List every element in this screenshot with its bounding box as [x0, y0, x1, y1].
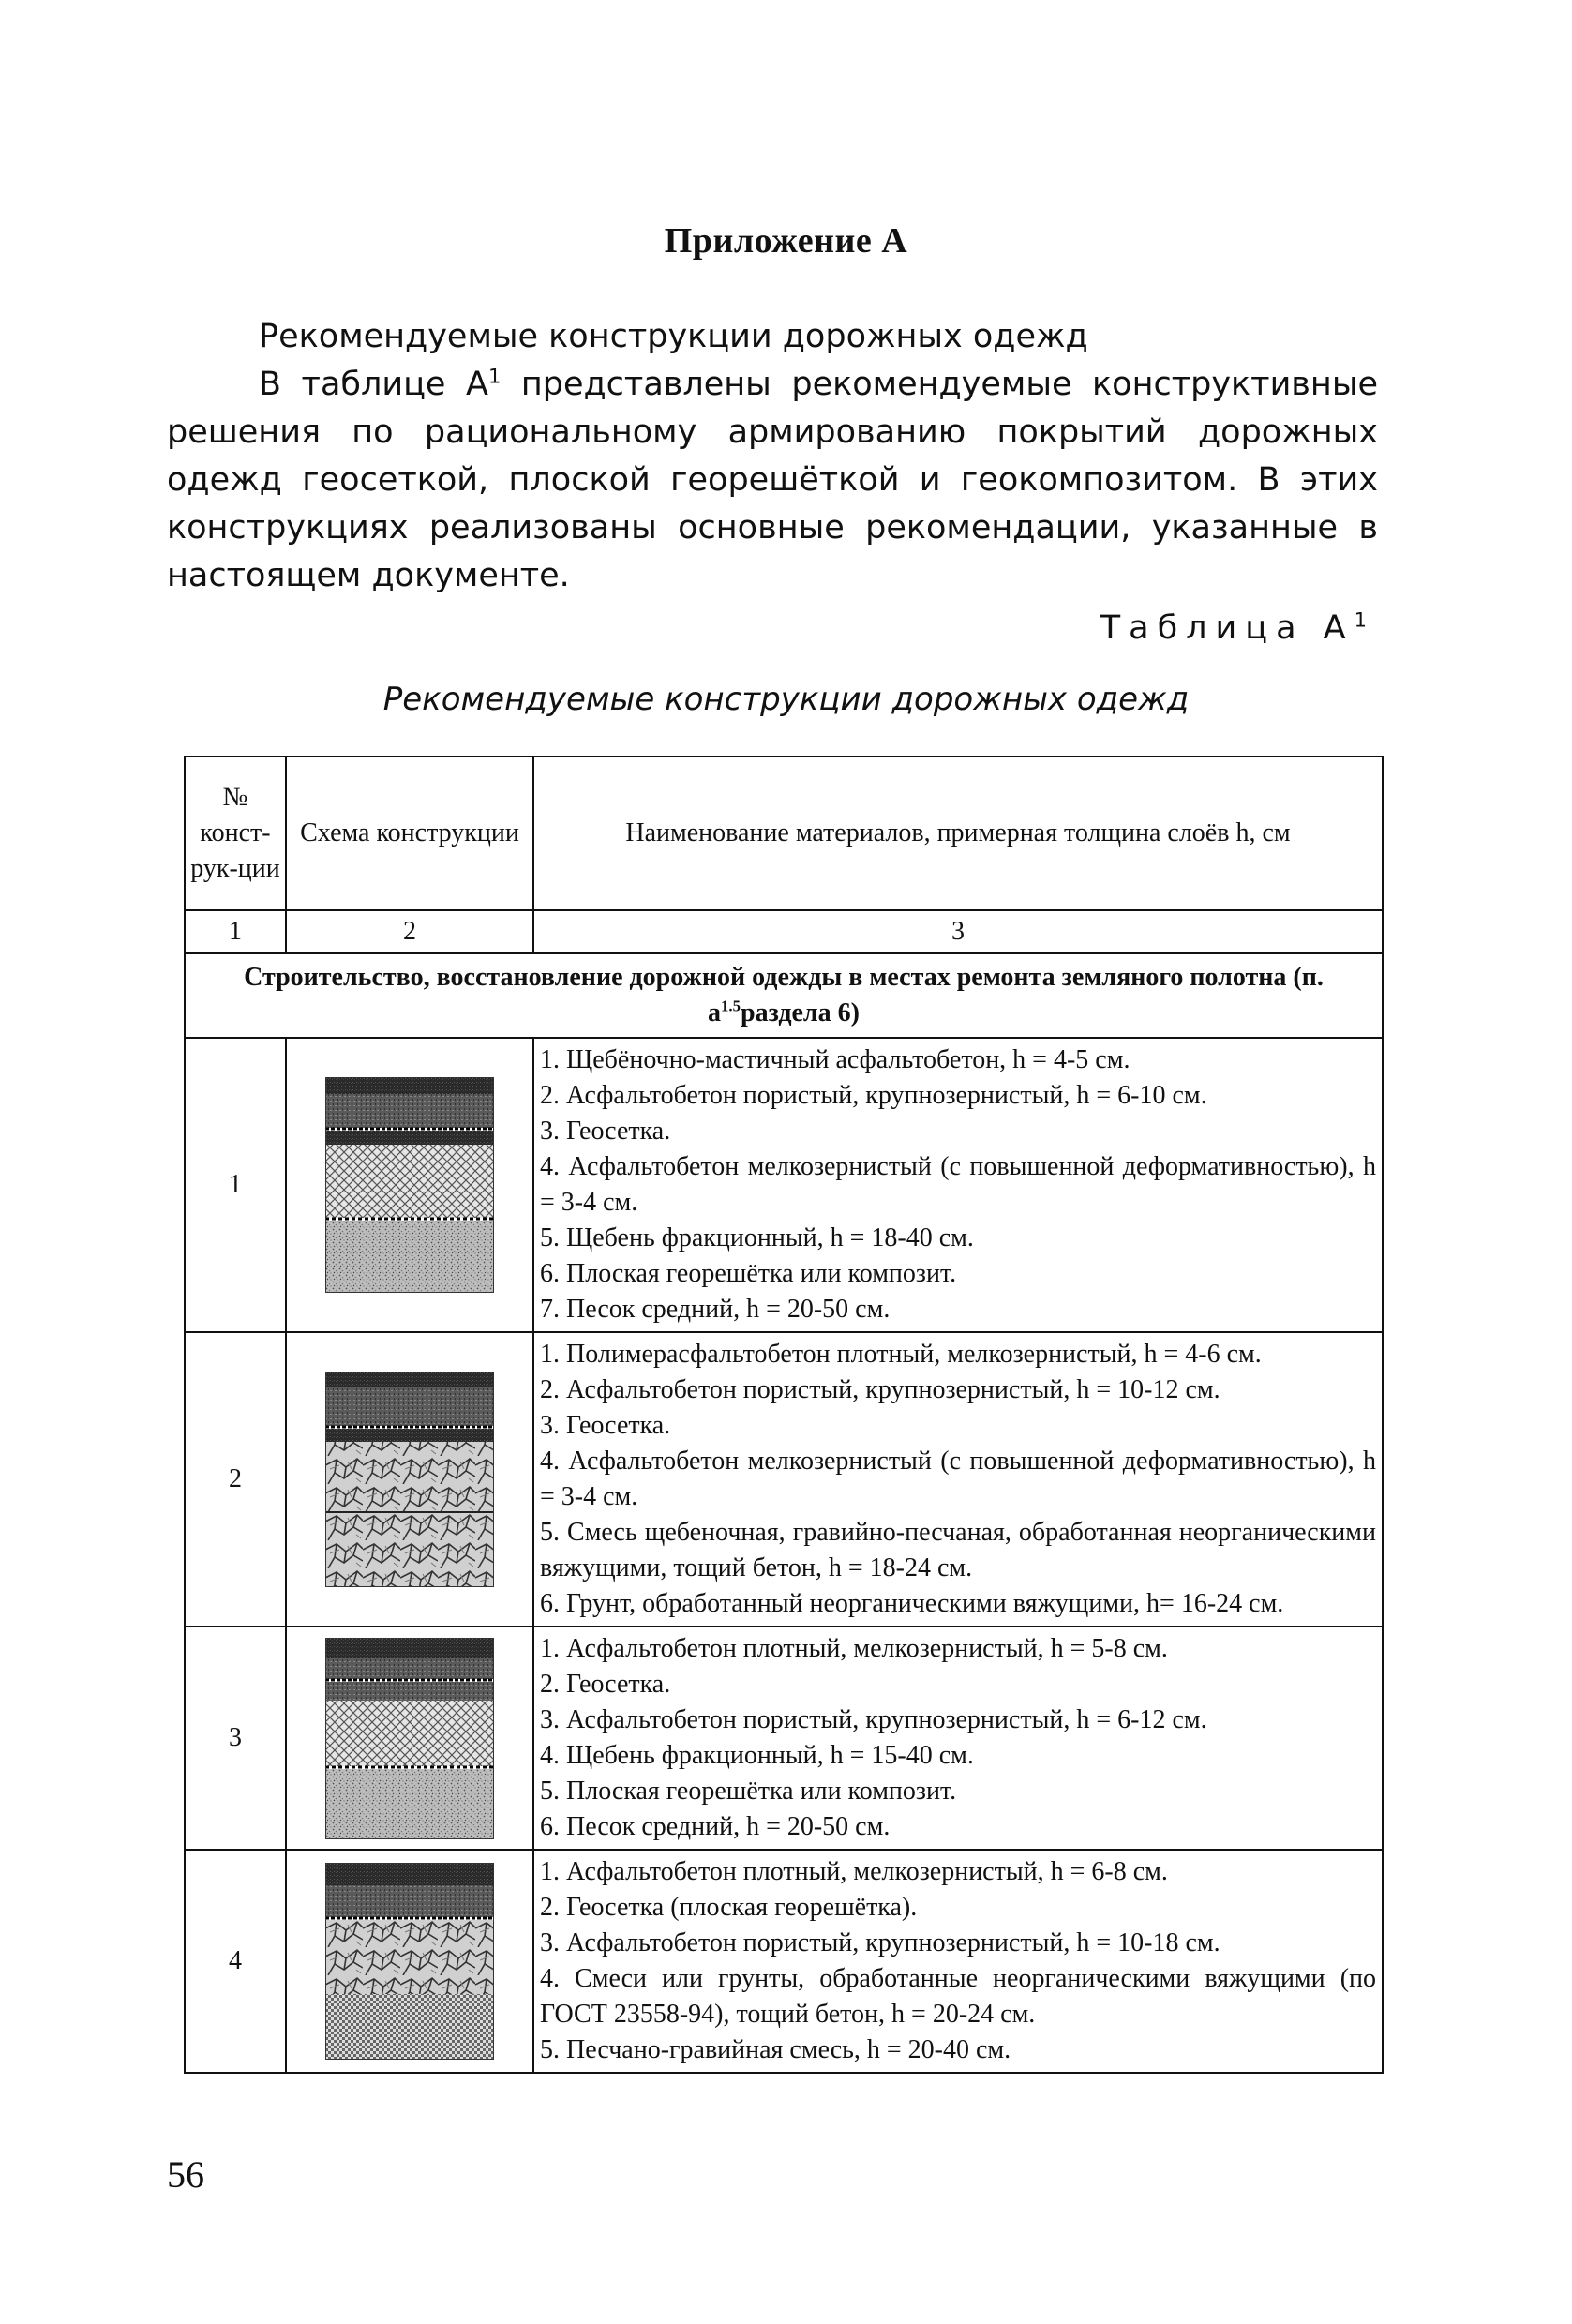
- layer-scheme-2: [325, 1372, 494, 1587]
- construction-layers: [533, 1850, 1383, 2073]
- column-number: 3: [533, 910, 1383, 953]
- header-scheme: Схема конструкции: [286, 757, 533, 910]
- section-heading: Рекомендуемые конструкции дорожных одежд: [259, 318, 1088, 355]
- list-item: 1. Асфальтобетон плотный, мелкозернистый, h = 5-8 см.: [540, 1634, 1168, 1663]
- list-item: 5. Плоская георешётка или композит.: [540, 1777, 957, 1806]
- list-item: 4. Асфальтобетон мелкозернистый (с повышенной деформативностью), h = 3-4 см.: [540, 1152, 1376, 1217]
- list-item: 1. Асфальтобетон плотный, мелкозернистый, h = 6-8 см.: [540, 1857, 1168, 1886]
- construction-layers: [533, 1627, 1383, 1850]
- list-item: 5. Песчано-гравийная смесь, h = 20-40 см.: [540, 2035, 1011, 2064]
- table-row: [185, 1038, 1383, 1332]
- section-header-row: [185, 953, 1383, 1038]
- column-number-row: [185, 910, 1383, 953]
- list-item: 7. Песок средний, h = 20-50 см.: [540, 1295, 891, 1324]
- layer-scheme-3: [325, 1638, 494, 1839]
- list-item: 2. Асфальтобетон пористый, крупнозернистый, h = 6-10 см.: [540, 1081, 1207, 1110]
- table-label: Таблица $А^1$: [1100, 608, 1375, 647]
- list-item: 3. Асфальтобетон пористый, крупнозернистый, h = 10-18 см.: [540, 1928, 1220, 1957]
- list-item: 2. Геосетка.: [540, 1670, 671, 1699]
- page-number: 56: [167, 2153, 204, 2196]
- header-materials: Наименование материалов, примерная толщина слоёв h, см: [533, 757, 1383, 910]
- list-item: 4. Смеси или грунты, обработанные неорганическими вяжущими (по ГОСТ 23558-94), тощий бетон, h = 20-24 см.: [540, 1964, 1376, 2029]
- list-item: 4. Асфальтобетон мелкозернистый (с повышенной деформативностью), h = 3-4 см.: [540, 1447, 1376, 1511]
- table-row: [185, 1627, 1383, 1850]
- list-item: 5. Смесь щебеночная, гравийно-песчаная, обработанная неорганическими вяжущими, тощий бетон, h = 18-24 см.: [540, 1518, 1376, 1582]
- construction-scheme: [286, 1038, 533, 1332]
- construction-number: 4: [185, 1850, 286, 2073]
- layer-scheme-4: [325, 1863, 494, 2060]
- page-title: Приложение А: [664, 221, 908, 261]
- section-header: Строительство, восстановление дорожной одежды в местах ремонта земляного полотна (п. $а^{1.5}раздела$ 6): [185, 953, 1383, 1038]
- table-caption: Рекомендуемые конструкции дорожных одежд: [382, 681, 1190, 718]
- construction-scheme: [286, 1850, 533, 2073]
- list-item: 3. Геосетка.: [540, 1411, 671, 1440]
- list-item: 3. Геосетка.: [540, 1117, 671, 1146]
- list-item: 6. Грунт, обработанный неорганическими вяжущими, h= 16-24 см.: [540, 1589, 1284, 1618]
- constructions-table: [184, 756, 1384, 2074]
- list-item: 5. Щебень фракционный, h = 18-40 см.: [540, 1223, 974, 1252]
- list-item: 2. Асфальтобетон пористый, крупнозернистый, h = 10-12 см.: [540, 1375, 1220, 1404]
- construction-number: 2: [185, 1332, 286, 1627]
- construction-layers: [533, 1332, 1383, 1627]
- table-header-row: [185, 757, 1383, 910]
- table-row: [185, 1332, 1383, 1627]
- list-item: 6. Песок средний, h = 20-50 см.: [540, 1812, 891, 1841]
- construction-number: 1: [185, 1038, 286, 1332]
- column-number: 1: [185, 910, 286, 953]
- column-number: 2: [286, 910, 533, 953]
- construction-scheme: [286, 1627, 533, 1850]
- construction-layers: [533, 1038, 1383, 1332]
- table-row: [185, 1850, 1383, 2073]
- construction-number: 3: [185, 1627, 286, 1850]
- list-item: 3. Асфальтобетон пористый, крупнозернистый, h = 6-12 см.: [540, 1705, 1207, 1734]
- list-item: 1. Щебёночно-мастичный асфальтобетон, h = 4-5 см.: [540, 1045, 1130, 1074]
- list-item: 1. Полимерасфальтобетон плотный, мелкозернистый, h = 4-6 см.: [540, 1340, 1262, 1369]
- layer-scheme-1: [325, 1077, 494, 1293]
- list-item: 2. Геосетка (плоская георешётка).: [540, 1893, 918, 1922]
- list-item: 4. Щебень фракционный, h = 15-40 см.: [540, 1741, 974, 1770]
- construction-scheme: [286, 1332, 533, 1627]
- list-item: 6. Плоская георешётка или композит.: [540, 1259, 957, 1288]
- intro-paragraph: В таблице $А^1$ представлены рекомендуемые конструктивные решения по рациональному армированию покрытий дорожных одежд геосеткой, плоской георешёткой и геокомпозитом. В этих конструкциях реализованы основные рекомендации, указанные в настоящем документе.: [167, 365, 1378, 594]
- intro-text: [167, 313, 1378, 600]
- header-construction-number: № конст-рук-ции: [185, 757, 286, 910]
